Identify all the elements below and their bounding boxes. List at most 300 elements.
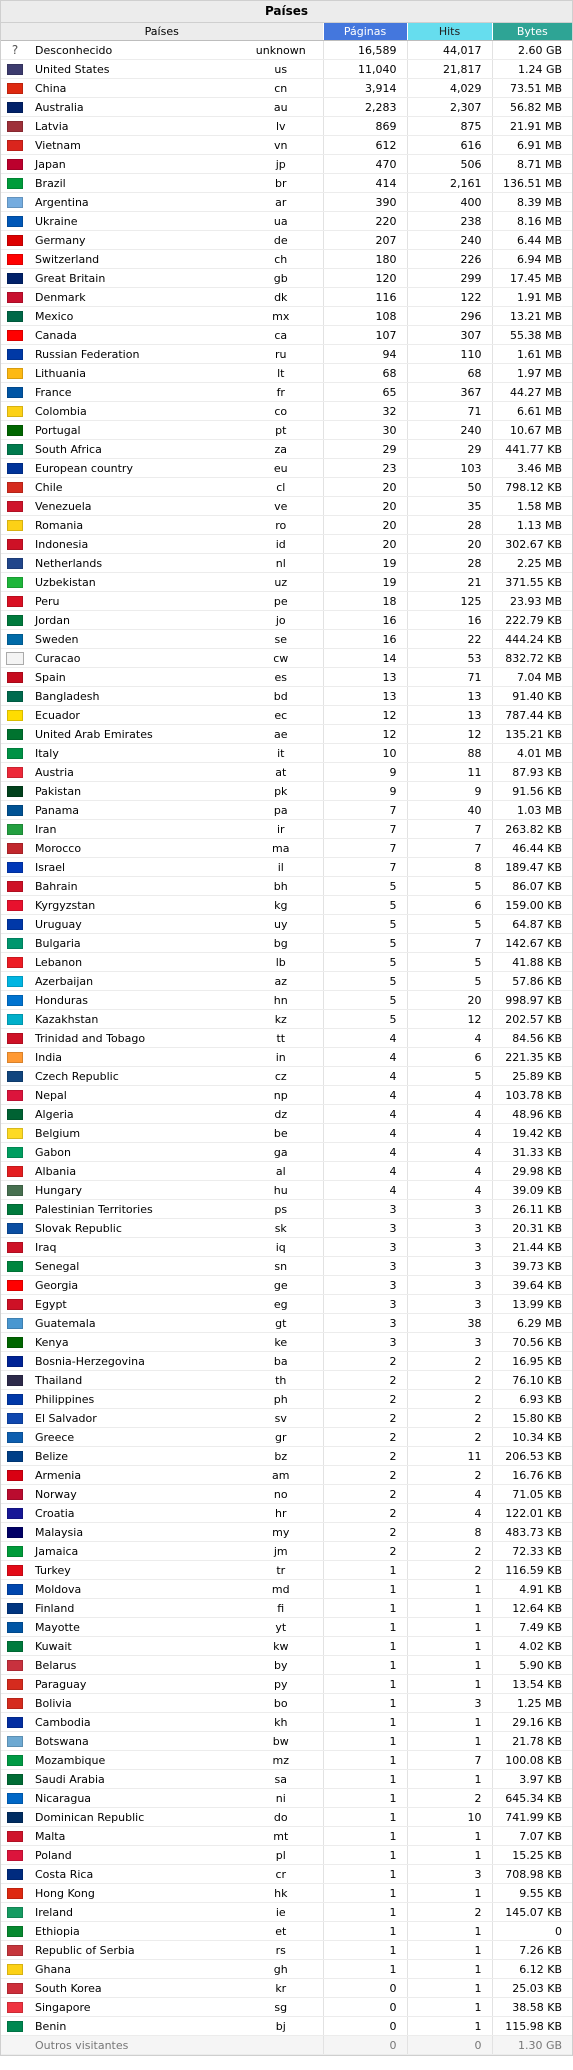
country-name: Latvia	[29, 117, 239, 136]
hits-value: 4	[407, 1181, 492, 1200]
hits-value: 20	[407, 991, 492, 1010]
table-row	[1, 1523, 572, 1542]
hits-value: 2	[407, 1561, 492, 1580]
country-code: my	[239, 1523, 323, 1542]
flag-cell	[1, 535, 29, 554]
flag-cell	[1, 1352, 29, 1371]
table-row	[1, 1086, 572, 1105]
hits-value: 5	[407, 915, 492, 934]
bytes-value: 1.61 MB	[492, 345, 572, 364]
flag-cell	[1, 1219, 29, 1238]
flag-cell	[1, 1048, 29, 1067]
hits-value: 22	[407, 630, 492, 649]
table-row	[1, 1770, 572, 1789]
country-flag-icon	[7, 1128, 23, 1139]
country-name: Ecuador	[29, 706, 239, 725]
country-name: Mexico	[29, 307, 239, 326]
header-hits: Hits	[407, 23, 492, 41]
country-flag-icon	[7, 919, 23, 930]
flag-cell	[1, 212, 29, 231]
bytes-value: 21.78 KB	[492, 1732, 572, 1751]
flag-cell	[1, 383, 29, 402]
pages-value: 1	[323, 1846, 407, 1865]
country-flag-icon	[7, 1869, 23, 1880]
table-row	[1, 1143, 572, 1162]
country-flag-icon	[7, 976, 23, 987]
country-code: sv	[239, 1409, 323, 1428]
country-flag-icon	[7, 1071, 23, 1082]
country-code: ge	[239, 1276, 323, 1295]
country-name: Switzerland	[29, 250, 239, 269]
country-code: py	[239, 1675, 323, 1694]
hits-value: 53	[407, 649, 492, 668]
table-row	[1, 250, 572, 269]
pages-value: 612	[323, 136, 407, 155]
flag-cell	[1, 1618, 29, 1637]
country-flag-icon	[7, 1090, 23, 1101]
country-code: iq	[239, 1238, 323, 1257]
flag-cell	[1, 877, 29, 896]
country-flag-icon	[7, 121, 23, 132]
pages-value: 120	[323, 269, 407, 288]
country-code: pa	[239, 801, 323, 820]
country-flag-icon	[7, 482, 23, 493]
bytes-value: 39.09 KB	[492, 1181, 572, 1200]
table-row	[1, 1371, 572, 1390]
country-flag-icon	[7, 900, 23, 911]
flag-cell	[1, 896, 29, 915]
country-flag-icon	[7, 862, 23, 873]
country-code: it	[239, 744, 323, 763]
table-row	[1, 1561, 572, 1580]
table-row	[1, 573, 572, 592]
hits-value: 103	[407, 459, 492, 478]
pages-value: 20	[323, 516, 407, 535]
country-name: Germany	[29, 231, 239, 250]
country-flag-icon	[7, 292, 23, 303]
country-code: ca	[239, 326, 323, 345]
country-flag-icon	[7, 1603, 23, 1614]
country-code: cn	[239, 79, 323, 98]
country-name: Colombia	[29, 402, 239, 421]
bytes-value: 787.44 KB	[492, 706, 572, 725]
country-name: Kyrgyzstan	[29, 896, 239, 915]
hits-value: 38	[407, 1314, 492, 1333]
flag-cell	[1, 1789, 29, 1808]
bytes-value: 13.21 MB	[492, 307, 572, 326]
country-flag-icon	[7, 1052, 23, 1063]
country-code: ma	[239, 839, 323, 858]
country-code: ec	[239, 706, 323, 725]
table-row	[1, 1105, 572, 1124]
flag-cell	[1, 1428, 29, 1447]
country-code: cw	[239, 649, 323, 668]
bytes-value: 998.97 KB	[492, 991, 572, 1010]
bytes-value: 3.97 KB	[492, 1770, 572, 1789]
flag-cell	[1, 1979, 29, 1998]
flag-cell	[1, 687, 29, 706]
country-code: al	[239, 1162, 323, 1181]
hits-value: 21	[407, 573, 492, 592]
country-name: Hong Kong	[29, 1884, 239, 1903]
country-flag-icon	[7, 1622, 23, 1633]
country-name: Albania	[29, 1162, 239, 1181]
pages-value: 3	[323, 1333, 407, 1352]
country-name: Algeria	[29, 1105, 239, 1124]
pages-value: 32	[323, 402, 407, 421]
table-row	[1, 516, 572, 535]
pages-value: 5	[323, 1010, 407, 1029]
flag-cell	[1, 725, 29, 744]
hits-value: 1	[407, 1675, 492, 1694]
hits-value: 20	[407, 535, 492, 554]
country-name: Panama	[29, 801, 239, 820]
bytes-value: 441.77 KB	[492, 440, 572, 459]
hits-value: 1	[407, 1941, 492, 1960]
flag-cell	[1, 1257, 29, 1276]
country-name: Ethiopia	[29, 1922, 239, 1941]
country-code: by	[239, 1656, 323, 1675]
flag-cell	[1, 573, 29, 592]
table-row	[1, 79, 572, 98]
table-row	[1, 554, 572, 573]
pages-value: 5	[323, 934, 407, 953]
country-code: bj	[239, 2017, 323, 2036]
hits-value: 1	[407, 1960, 492, 1979]
country-name: Senegal	[29, 1257, 239, 1276]
table-row	[1, 858, 572, 877]
flag-cell	[1, 1770, 29, 1789]
country-code: za	[239, 440, 323, 459]
country-name: Great Britain	[29, 269, 239, 288]
country-code: az	[239, 972, 323, 991]
flag-cell	[1, 706, 29, 725]
flag-cell	[1, 763, 29, 782]
country-code: rs	[239, 1941, 323, 1960]
flag-cell	[1, 288, 29, 307]
country-flag-icon	[7, 1850, 23, 1861]
pages-value: 4	[323, 1105, 407, 1124]
flag-cell	[1, 782, 29, 801]
bytes-value: 7.04 MB	[492, 668, 572, 687]
bytes-value: 39.64 KB	[492, 1276, 572, 1295]
unknown-flag-icon: ?	[11, 43, 19, 57]
bytes-value: 135.21 KB	[492, 725, 572, 744]
bytes-value: 159.00 KB	[492, 896, 572, 915]
table-row	[1, 1884, 572, 1903]
country-name: Belarus	[29, 1656, 239, 1675]
table-row	[1, 1732, 572, 1751]
table-row	[1, 1789, 572, 1808]
pages-value: 11,040	[323, 60, 407, 79]
pages-value: 7	[323, 858, 407, 877]
country-name: El Salvador	[29, 1409, 239, 1428]
header-pages: Páginas	[323, 23, 407, 41]
country-flag-icon	[7, 1375, 23, 1386]
hits-value: 299	[407, 269, 492, 288]
country-name: Mayotte	[29, 1618, 239, 1637]
hits-value: 4	[407, 1086, 492, 1105]
table-row	[1, 725, 572, 744]
hits-value: 8	[407, 858, 492, 877]
flag-cell	[1, 1333, 29, 1352]
country-name: Bulgaria	[29, 934, 239, 953]
country-name: Vietnam	[29, 136, 239, 155]
country-flag-icon	[7, 254, 23, 265]
country-code: de	[239, 231, 323, 250]
bytes-value: 13.99 KB	[492, 1295, 572, 1314]
country-name: Netherlands	[29, 554, 239, 573]
table-row	[1, 1124, 572, 1143]
hits-value: 35	[407, 497, 492, 516]
country-name: Morocco	[29, 839, 239, 858]
table-row	[1, 592, 572, 611]
country-flag-icon	[7, 1831, 23, 1842]
hits-value: 40	[407, 801, 492, 820]
flag-cell	[1, 79, 29, 98]
table-row	[1, 326, 572, 345]
hits-value: 6	[407, 1048, 492, 1067]
pages-value: 1	[323, 1770, 407, 1789]
flag-cell	[1, 98, 29, 117]
country-code: gh	[239, 1960, 323, 1979]
hits-value: 240	[407, 231, 492, 250]
bytes-value: 84.56 KB	[492, 1029, 572, 1048]
table-row	[1, 1637, 572, 1656]
flag-cell	[1, 839, 29, 858]
pages-value: 0	[323, 1979, 407, 1998]
country-flag-icon	[7, 311, 23, 322]
hits-value: 9	[407, 782, 492, 801]
country-code: gr	[239, 1428, 323, 1447]
table-row	[1, 1181, 572, 1200]
country-flag-icon	[7, 1508, 23, 1519]
bytes-value: 44.27 MB	[492, 383, 572, 402]
flag-cell	[1, 1295, 29, 1314]
country-code: hr	[239, 1504, 323, 1523]
hits-value: 2	[407, 1789, 492, 1808]
table-row	[1, 1029, 572, 1048]
country-name: Poland	[29, 1846, 239, 1865]
country-code: gt	[239, 1314, 323, 1333]
country-flag-icon	[7, 1432, 23, 1443]
flag-cell	[1, 1067, 29, 1086]
pages-value: 1	[323, 1884, 407, 1903]
country-code: mt	[239, 1827, 323, 1846]
pages-value: 5	[323, 972, 407, 991]
country-flag-icon	[7, 1166, 23, 1177]
bytes-value: 4.91 KB	[492, 1580, 572, 1599]
country-flag-icon	[7, 1926, 23, 1937]
table-row	[1, 535, 572, 554]
country-name: Pakistan	[29, 782, 239, 801]
country-name: Russian Federation	[29, 345, 239, 364]
pages-value: 3	[323, 1295, 407, 1314]
table-row	[1, 1941, 572, 1960]
country-flag-icon	[7, 64, 23, 75]
country-code: vn	[239, 136, 323, 155]
country-code: md	[239, 1580, 323, 1599]
bytes-value: 206.53 KB	[492, 1447, 572, 1466]
country-name: Cambodia	[29, 1713, 239, 1732]
pages-value: 2	[323, 1352, 407, 1371]
bytes-value: 87.93 KB	[492, 763, 572, 782]
hits-value: 29	[407, 440, 492, 459]
table-row	[1, 1751, 572, 1770]
hits-value: 2,307	[407, 98, 492, 117]
country-code: ir	[239, 820, 323, 839]
bytes-value: 70.56 KB	[492, 1333, 572, 1352]
country-flag-icon	[7, 1299, 23, 1310]
country-code: th	[239, 1371, 323, 1390]
table-row	[1, 1428, 572, 1447]
country-code: ae	[239, 725, 323, 744]
pages-value: 4	[323, 1162, 407, 1181]
table-row	[1, 1466, 572, 1485]
country-flag-icon	[7, 1812, 23, 1823]
table-row	[1, 763, 572, 782]
table-row	[1, 1219, 572, 1238]
pages-value: 16,589	[323, 41, 407, 60]
table-row	[1, 1295, 572, 1314]
table-row	[1, 1200, 572, 1219]
bytes-value: 7.49 KB	[492, 1618, 572, 1637]
flag-cell	[1, 1637, 29, 1656]
flag-cell	[1, 1276, 29, 1295]
pages-value: 1	[323, 1903, 407, 1922]
bytes-value: 1.24 GB	[492, 60, 572, 79]
country-code: au	[239, 98, 323, 117]
country-name: Philippines	[29, 1390, 239, 1409]
pages-value: 16	[323, 611, 407, 630]
flag-cell	[1, 1542, 29, 1561]
bytes-value: 6.93 KB	[492, 1390, 572, 1409]
country-flag-icon	[7, 1356, 23, 1367]
table-row	[1, 440, 572, 459]
table-row	[1, 630, 572, 649]
flag-cell	[1, 991, 29, 1010]
country-flag-icon	[7, 140, 23, 151]
country-name: European country	[29, 459, 239, 478]
hits-value: 226	[407, 250, 492, 269]
table-row	[1, 98, 572, 117]
bytes-value: 29.16 KB	[492, 1713, 572, 1732]
table-row	[1, 1314, 572, 1333]
hits-value: 4	[407, 1162, 492, 1181]
flag-cell	[1, 592, 29, 611]
other-hits-value: 0	[407, 2036, 492, 2055]
country-name: Armenia	[29, 1466, 239, 1485]
country-flag-icon	[7, 1280, 23, 1291]
country-name: Iran	[29, 820, 239, 839]
country-flag-icon	[7, 1964, 23, 1975]
pages-value: 4	[323, 1181, 407, 1200]
hits-value: 3	[407, 1200, 492, 1219]
hits-value: 1	[407, 1637, 492, 1656]
country-name: Brazil	[29, 174, 239, 193]
hits-value: 28	[407, 516, 492, 535]
country-name: Jamaica	[29, 1542, 239, 1561]
hits-value: 1	[407, 1998, 492, 2017]
country-code: ar	[239, 193, 323, 212]
country-name: Lebanon	[29, 953, 239, 972]
country-name: Republic of Serbia	[29, 1941, 239, 1960]
pages-value: 3	[323, 1219, 407, 1238]
table-row	[1, 41, 572, 60]
flag-cell	[1, 1903, 29, 1922]
flag-cell	[1, 1371, 29, 1390]
pages-value: 207	[323, 231, 407, 250]
flag-cell	[1, 1447, 29, 1466]
bytes-value: 444.24 KB	[492, 630, 572, 649]
pages-value: 4	[323, 1048, 407, 1067]
hits-value: 1	[407, 1827, 492, 1846]
pages-value: 7	[323, 801, 407, 820]
table-row	[1, 706, 572, 725]
bytes-value: 6.61 MB	[492, 402, 572, 421]
hits-value: 122	[407, 288, 492, 307]
bytes-value: 91.40 KB	[492, 687, 572, 706]
country-flag-icon	[7, 1413, 23, 1424]
table-row	[1, 896, 572, 915]
country-code: kh	[239, 1713, 323, 1732]
bytes-value: 7.26 KB	[492, 1941, 572, 1960]
pages-value: 3	[323, 1238, 407, 1257]
country-code: se	[239, 630, 323, 649]
pages-value: 7	[323, 820, 407, 839]
flag-cell	[1, 1846, 29, 1865]
pages-value: 94	[323, 345, 407, 364]
country-name: Georgia	[29, 1276, 239, 1295]
country-flag-icon	[7, 444, 23, 455]
table-row	[1, 1903, 572, 1922]
hits-value: 10	[407, 1808, 492, 1827]
table-row	[1, 193, 572, 212]
flag-cell	[1, 744, 29, 763]
country-flag-icon	[7, 1660, 23, 1671]
bytes-value: 645.34 KB	[492, 1789, 572, 1808]
flag-cell	[1, 117, 29, 136]
bytes-value: 20.31 KB	[492, 1219, 572, 1238]
country-name: Canada	[29, 326, 239, 345]
flag-cell	[1, 307, 29, 326]
pages-value: 5	[323, 877, 407, 896]
country-code: cl	[239, 478, 323, 497]
hits-value: 5	[407, 972, 492, 991]
flag-cell	[1, 1466, 29, 1485]
country-name: Romania	[29, 516, 239, 535]
country-name: Indonesia	[29, 535, 239, 554]
bytes-value: 371.55 KB	[492, 573, 572, 592]
country-flag-icon	[7, 1888, 23, 1899]
country-name: Costa Rica	[29, 1865, 239, 1884]
hits-value: 6	[407, 896, 492, 915]
country-name: Belize	[29, 1447, 239, 1466]
table-row	[1, 174, 572, 193]
country-name: Mozambique	[29, 1751, 239, 1770]
hits-value: 5	[407, 877, 492, 896]
flag-cell	[1, 1181, 29, 1200]
hits-value: 616	[407, 136, 492, 155]
flag-cell	[1, 193, 29, 212]
hits-value: 3	[407, 1276, 492, 1295]
hits-value: 875	[407, 117, 492, 136]
pages-value: 1	[323, 1675, 407, 1694]
hits-value: 240	[407, 421, 492, 440]
country-name: Lithuania	[29, 364, 239, 383]
hits-value: 7	[407, 820, 492, 839]
bytes-value: 16.95 KB	[492, 1352, 572, 1371]
